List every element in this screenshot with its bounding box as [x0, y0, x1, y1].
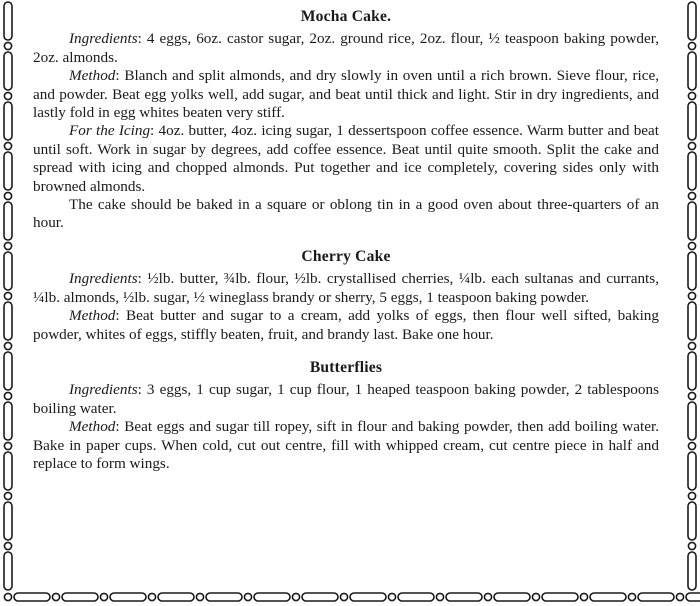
recipe-butterflies: [33, 359, 659, 473]
recipe-title: Butterflies: [309, 358, 383, 376]
method-label: Method: [69, 67, 116, 85]
method-text: : Beat eggs and sugar till ropey, sift in flour and baking powder, then add boiling water. Bake in paper cups. When cold, cut out centre, fill with whipped cream, cut centre piece in half and replace to form wings.: [33, 418, 659, 472]
chain-border-left: [0, 0, 16, 600]
ingredients-text: : 4 eggs, 6oz. castor sugar, 2oz. ground rice, 2oz. flour, ½ teaspoon baking powder, 2oz. almonds.: [33, 30, 659, 66]
ingredients-paragraph: [33, 270, 659, 307]
ingredients-paragraph: [33, 30, 659, 67]
chain-border-bottom: [0, 588, 700, 606]
method-text: : Blanch and split almonds, and dry slowly in oven until a rich brown. Sieve flour, rice, and powder. Beat egg yolks well, add sugar, and beat until thick and light. Stir in dry ingredients, and lastly fold in egg whites beaten very stiff.: [33, 67, 659, 122]
recipe-title: Cherry Cake: [301, 247, 391, 265]
ingredients-text: : 3 eggs, 1 cup sugar, 1 cup flour, 1 heaped teaspoon baking powder, 2 tablespoons boiling water.: [33, 381, 659, 417]
recipe-cherry-cake: [33, 248, 659, 344]
ingredients-text: : ½lb. butter, ¾lb. flour, ½lb. crystallised cherries, ¼lb. each sultanas and currants, ¼lb. almonds, ½lb. sugar, ½ wineglass brandy or sherry, 5 eggs, 1 teaspoon baking powder.: [33, 270, 659, 306]
icing-paragraph: [33, 122, 659, 196]
icing-text: : 4oz. butter, 4oz. icing sugar, 1 dessertspoon coffee essence. Warm butter and beat until soft. Work in sugar by degrees, add coffee essence. Beat until quite smooth. Split the cake and spread with icing and chopped almonds. Put together and ice completely, covering sides only with browned almonds.: [33, 122, 659, 195]
method-paragraph: [33, 307, 659, 344]
recipe-title: Mocha Cake.: [300, 8, 392, 25]
baking-note-paragraph: [33, 196, 659, 233]
chain-border-right: [684, 0, 700, 600]
method-paragraph: [33, 418, 659, 473]
baking-note-text: The cake should be baked in a square or oblong tin in a good oven about three-quarters of an hour.: [33, 196, 659, 232]
recipe-column: [33, 6, 659, 473]
ingredients-label: Ingredients: [69, 270, 138, 288]
recipe-mocha-cake: [33, 8, 659, 233]
icing-label: For the Icing: [69, 122, 151, 140]
method-label: Method: [69, 418, 116, 436]
ingredients-label: Ingredients: [69, 30, 138, 48]
ingredients-paragraph: [33, 381, 659, 418]
method-text: : Beat butter and sugar to a cream, add yolks of eggs, then flour well sifted, baking powder, whites of eggs, stiffly beaten, fruit, and brandy last. Bake one hour.: [33, 307, 659, 343]
ingredients-label: Ingredients: [69, 381, 138, 399]
method-label: Method: [69, 307, 116, 325]
method-paragraph: [33, 67, 659, 122]
